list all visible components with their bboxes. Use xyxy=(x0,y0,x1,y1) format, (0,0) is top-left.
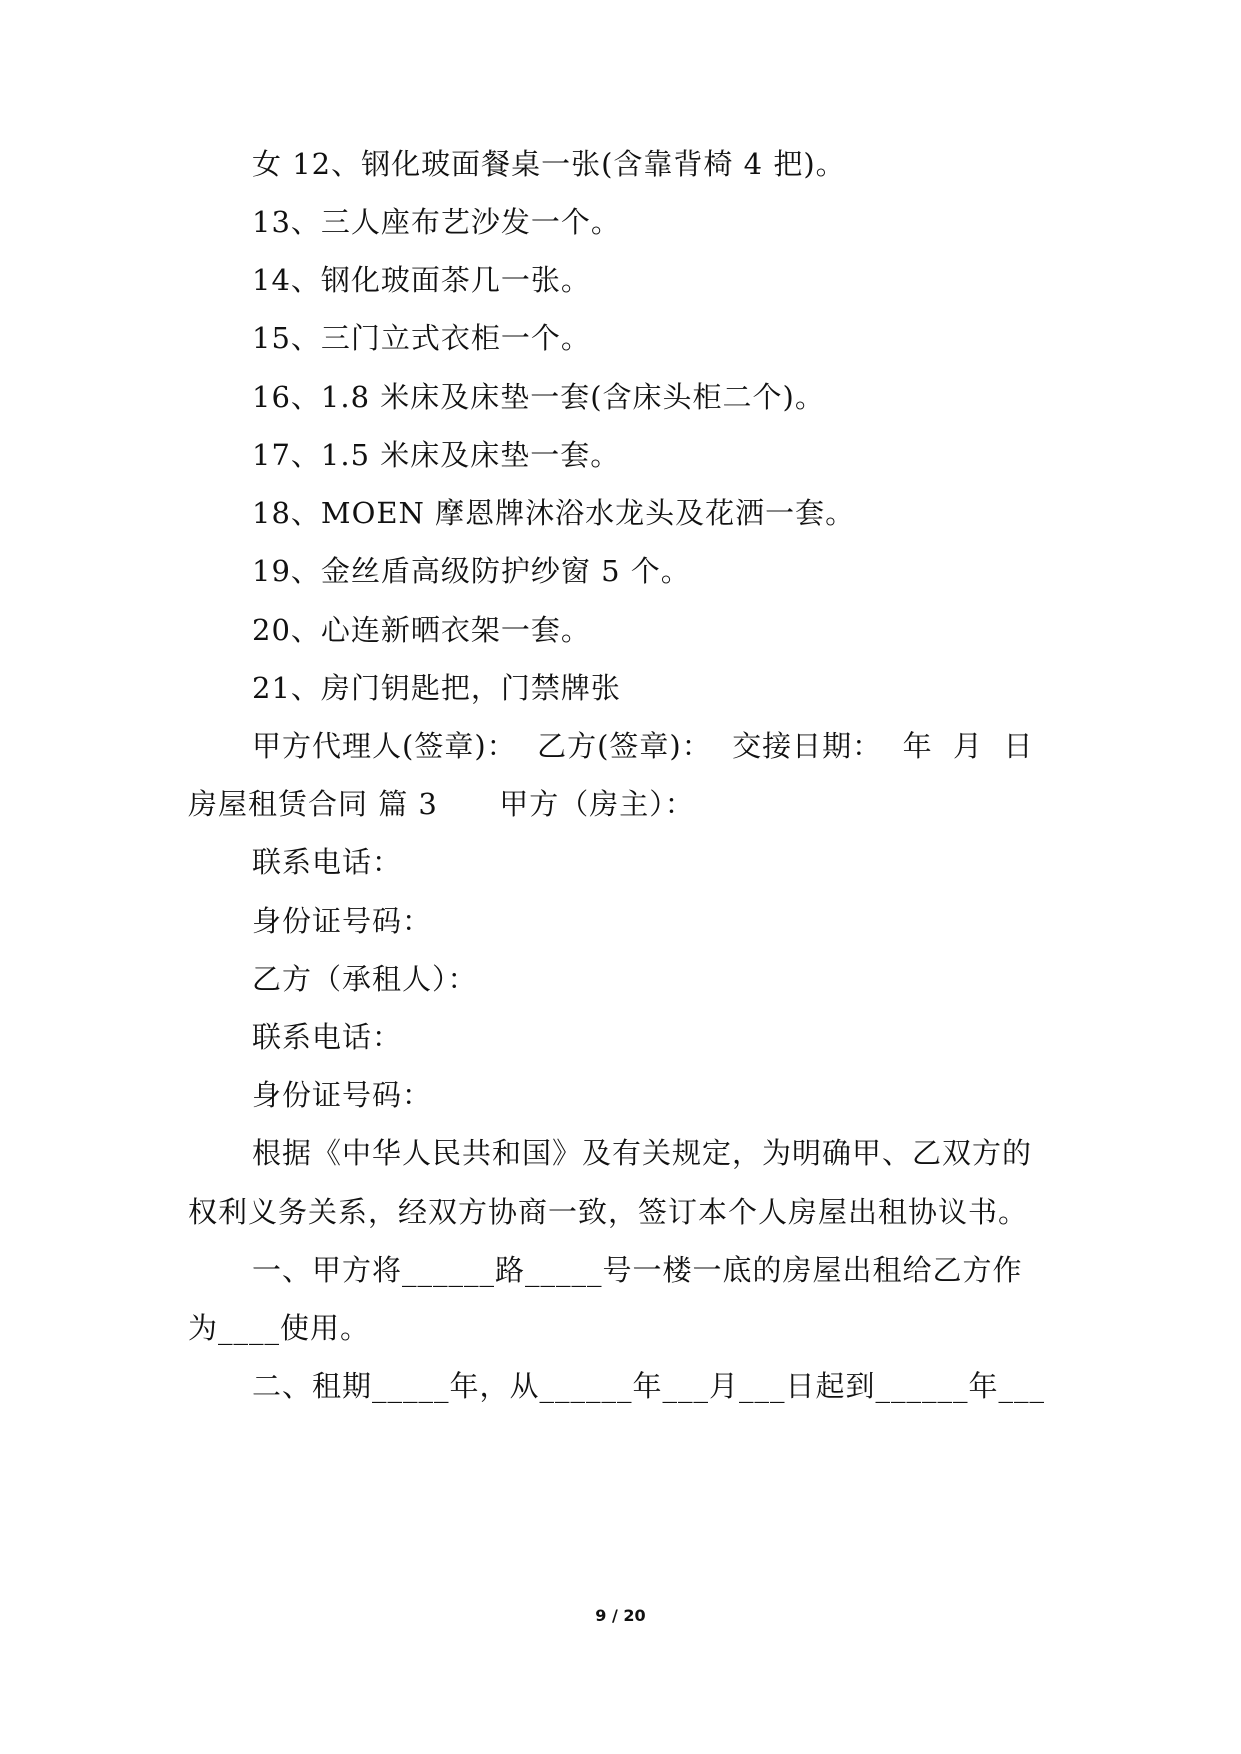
text-line: 身份证号码： xyxy=(252,904,433,938)
text-line: 21、房门钥匙把，门禁牌张 xyxy=(252,671,621,705)
text-line: 联系电话： xyxy=(252,845,403,879)
text-line: 16、1.8 米床及床垫一套(含床头柜二个)。 xyxy=(252,380,825,414)
paragraph-line: 二、租期_____年，从______年___月___日起到______年___ xyxy=(252,1369,1046,1403)
text-line: 15、三门立式衣柜一个。 xyxy=(252,321,591,355)
signature-line: 甲方代理人(签章)： 乙方(签章)： 交接日期： 年 月 日 xyxy=(252,729,1034,763)
paragraph-line: 一、甲方将______路_____号一楼一底的房屋出租给乙方作 xyxy=(252,1253,1023,1287)
section-heading: 房屋租赁合同 篇 3 甲方（房主）： xyxy=(188,787,695,821)
text-line: 联系电话： xyxy=(252,1020,403,1054)
text-line: 17、1.5 米床及床垫一套。 xyxy=(252,438,621,472)
text-line: 13、三人座布艺沙发一个。 xyxy=(252,205,621,239)
text-line: 19、金丝盾高级防护纱窗 5 个。 xyxy=(252,554,691,588)
paragraph-line: 为____使用。 xyxy=(188,1311,371,1345)
paragraph-line: 权利义务关系，经双方协商一致，签订本个人房屋出租协议书。 xyxy=(188,1195,1029,1229)
page-number: 9 / 20 xyxy=(595,1606,646,1625)
text-line: 女 12、钢化玻面餐桌一张(含靠背椅 4 把)。 xyxy=(252,147,846,181)
text-line: 身份证号码： xyxy=(252,1078,433,1112)
paragraph-line: 根据《中华人民共和国》及有关规定，为明确甲、乙双方的 xyxy=(252,1136,1033,1170)
text-line: 乙方（承租人）： xyxy=(252,962,478,996)
text-line: 20、心连新晒衣架一套。 xyxy=(252,613,591,647)
text-line: 18、MOEN 摩恩牌沐浴水龙头及花洒一套。 xyxy=(252,496,856,530)
text-line: 14、钢化玻面茶几一张。 xyxy=(252,263,591,297)
